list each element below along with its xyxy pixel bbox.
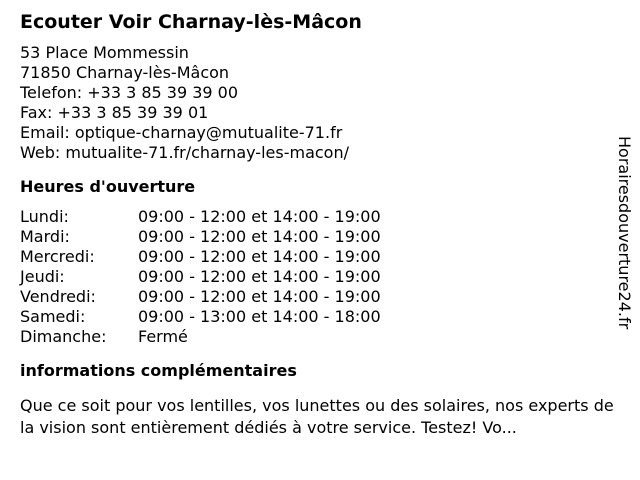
email-address: Email: optique-charnay@mutualite-71.fr: [20, 123, 343, 142]
opening-hours-heading: Heures d'ouverture: [20, 177, 196, 196]
hours-day: Vendredi:: [20, 287, 96, 306]
phone-number: Telefon: +33 3 85 39 39 00: [20, 83, 239, 102]
hours-row-wednesday: [20, 247, 381, 267]
hours-row-monday: [20, 207, 381, 227]
fax-number: Fax: +33 3 85 39 39 01: [20, 103, 209, 122]
hours-time: 09:00 - 12:00 et 14:00 - 19:00: [138, 247, 381, 266]
store-info-card: [20, 10, 620, 439]
hours-time: Fermé: [138, 327, 188, 346]
hours-time: 09:00 - 12:00 et 14:00 - 19:00: [138, 227, 381, 246]
additional-info-text: Que ce soit pour vos lentilles, vos lunettes ou des solaires, nos experts de la vision sont entièrement dédiés à votre service. Testez! Vo...: [20, 396, 614, 437]
hours-time: 09:00 - 13:00 et 14:00 - 18:00: [138, 307, 381, 326]
hours-row-thursday: [20, 267, 381, 287]
address-block: [20, 43, 620, 163]
additional-info-heading: informations complémentaires: [20, 361, 297, 380]
hours-time: 09:00 - 12:00 et 14:00 - 19:00: [138, 207, 381, 226]
website: Web: mutualite-71.fr/charnay-les-macon/: [20, 143, 349, 162]
opening-hours-table: [20, 207, 381, 347]
hours-row-saturday: [20, 307, 381, 327]
hours-time: 09:00 - 12:00 et 14:00 - 19:00: [138, 287, 381, 306]
hours-day: Lundi:: [20, 207, 69, 226]
street-address: 53 Place Mommessin: [20, 43, 189, 62]
hours-day: Samedi:: [20, 307, 86, 326]
hours-day: Mercredi:: [20, 247, 95, 266]
hours-row-sunday: [20, 327, 381, 347]
hours-day: Mardi:: [20, 227, 70, 246]
hours-row-tuesday: [20, 227, 381, 247]
hours-day: Jeudi:: [20, 267, 65, 286]
postal-city: 71850 Charnay-lès-Mâcon: [20, 63, 230, 82]
store-title: Ecouter Voir Charnay-lès-Mâcon: [20, 11, 362, 33]
hours-time: 09:00 - 12:00 et 14:00 - 19:00: [138, 267, 381, 286]
hours-row-friday: [20, 287, 381, 307]
hours-day: Dimanche:: [20, 327, 107, 346]
watermark-text: Horairesdouverture24.fr: [615, 136, 634, 330]
